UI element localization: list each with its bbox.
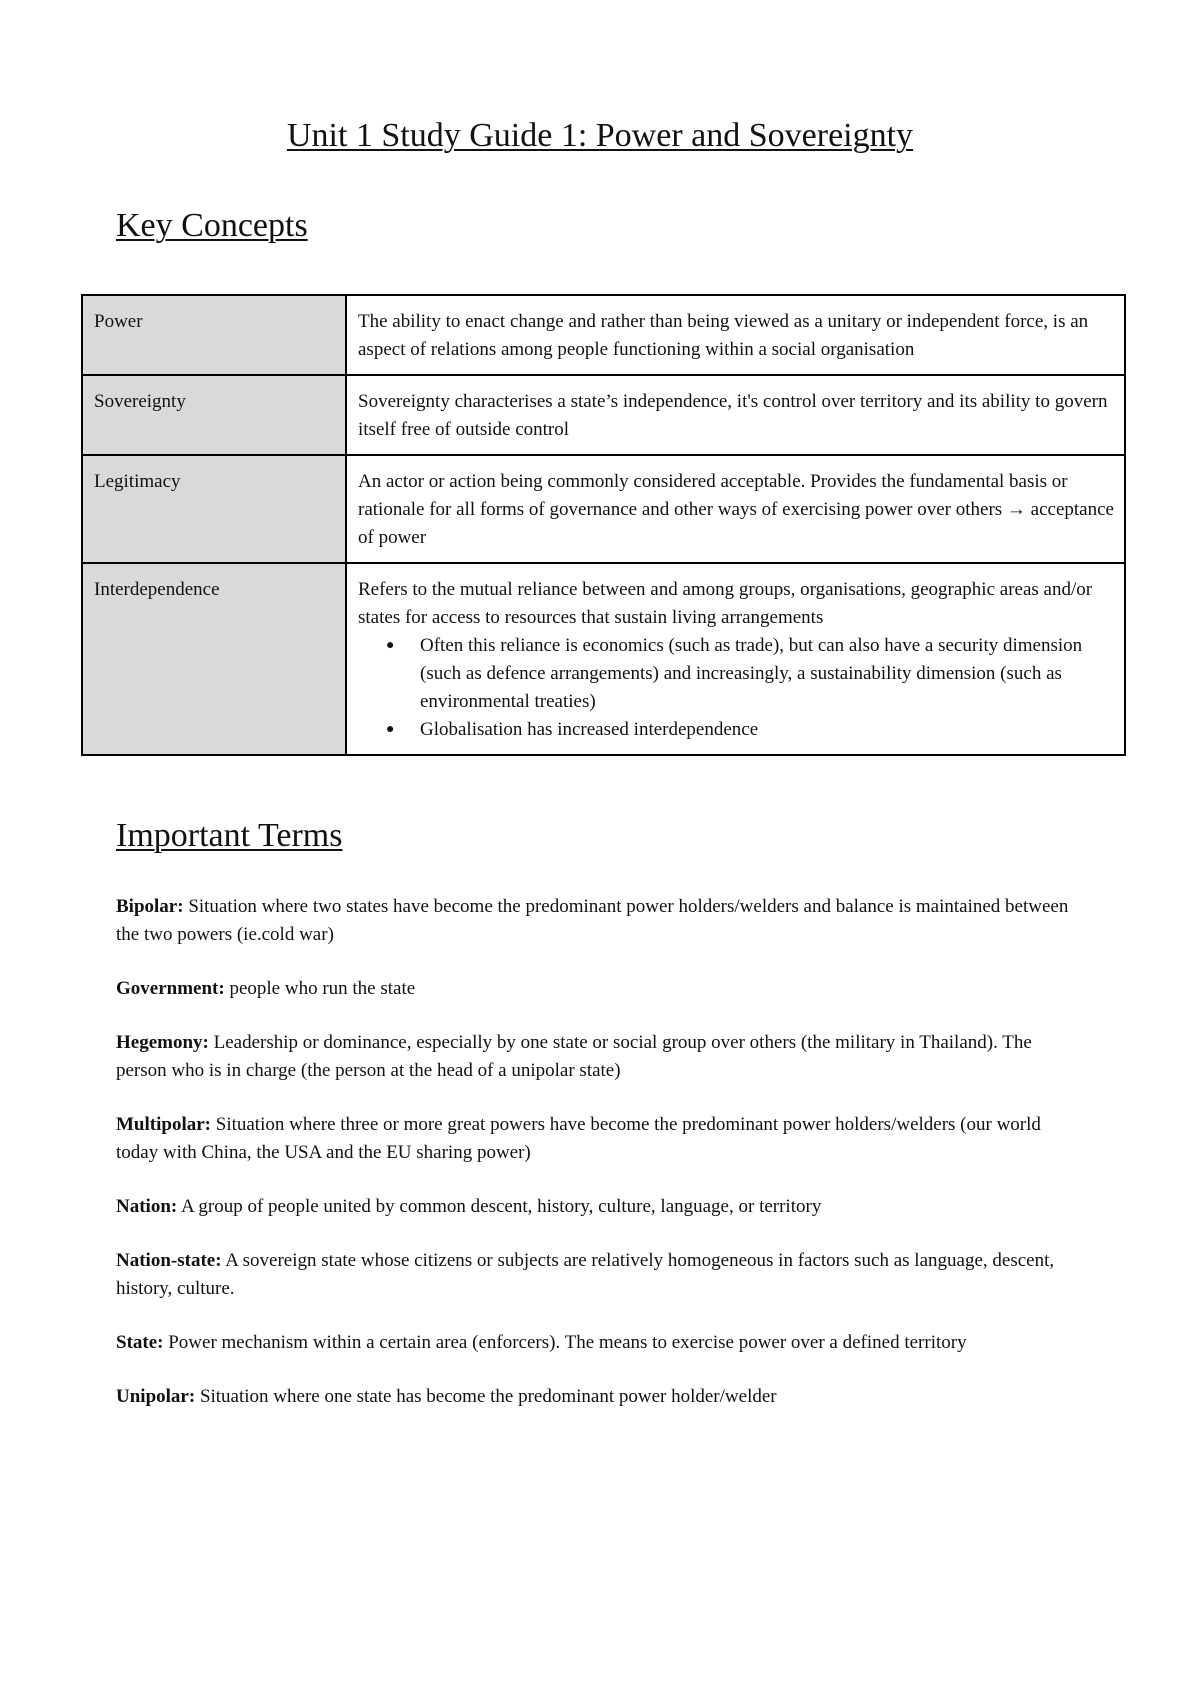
concept-term: Interdependence (82, 563, 346, 755)
concept-definition-cell (346, 563, 1125, 755)
list-item (116, 975, 1076, 1003)
list-item (116, 1329, 1076, 1357)
important-terms-list (116, 893, 1076, 1437)
term-label: Nation-state: (116, 1250, 222, 1271)
concept-term: Power (82, 295, 346, 375)
table-row (82, 563, 1125, 755)
bullet-icon: ● (386, 638, 395, 653)
list-item (386, 716, 1114, 744)
list-item (116, 1383, 1076, 1411)
document-title: Unit 1 Study Guide 1: Power and Sovereignty (286, 117, 914, 154)
term-label: Multipolar: (116, 1114, 211, 1135)
term-definition: people who run the state (229, 978, 416, 999)
key-concepts-table (81, 294, 1126, 756)
list-item (116, 1193, 1076, 1221)
term-definition: Power mechanism within a certain area (enforcers). The means to exercise power over a defined territory (168, 1332, 967, 1353)
bullet-text: Often this reliance is economics (such as trade), but can also have a security dimension (such as defence arrangements) and increasingly, a sustainability dimension (such as environmental treaties) (420, 635, 1083, 712)
concept-definition: The ability to enact change and rather than being viewed as a unitary or independent force, is an aspect of relations among people functioning within a social organisation (346, 295, 1125, 375)
term-label: Nation: (116, 1196, 178, 1217)
table-row (82, 375, 1125, 455)
definition-bullet-list (358, 632, 1114, 744)
concept-definition: Sovereignty characterises a state’s independence, it's control over territory and its ability to govern itself free of outside control (346, 375, 1125, 455)
term-definition: A group of people united by common descent, history, culture, language, or territory (180, 1196, 822, 1217)
list-item (116, 1029, 1076, 1085)
term-definition: Situation where one state has become the predominant power holder/welder (199, 1386, 777, 1407)
list-item (116, 1247, 1076, 1303)
term-label: Hegemony: (116, 1032, 209, 1053)
term-definition: Leadership or dominance, especially by one state or social group over others (the military in Thailand). The person who is in charge (the person at the head of a unipolar state) (116, 1032, 1032, 1081)
concept-definition: An actor or action being commonly considered acceptable. Provides the fundamental basis or rationale for all forms of governance and other ways of exercising power over others → acceptance of power (346, 455, 1125, 563)
concept-definition: Refers to the mutual reliance between and among groups, organisations, geographic areas and/or states for access to resources that sustain living arrangements (358, 579, 1093, 628)
term-label: Bipolar: (116, 896, 184, 917)
bullet-text: Globalisation has increased interdependence (420, 719, 759, 740)
concept-term: Legitimacy (82, 455, 346, 563)
key-concepts-heading: Key Concepts (116, 207, 308, 244)
term-label: State: (116, 1332, 164, 1353)
term-definition: A sovereign state whose citizens or subjects are relatively homogeneous in factors such as language, descent, history, culture. (116, 1250, 1055, 1299)
list-item (116, 1111, 1076, 1167)
important-terms-heading: Important Terms (116, 817, 343, 854)
term-definition: Situation where two states have become the predominant power holders/welders and balance is maintained between the two powers (ie.cold war) (116, 896, 1069, 945)
table-row (82, 295, 1125, 375)
list-item (116, 893, 1076, 949)
bullet-icon: ● (386, 722, 395, 737)
concept-term: Sovereignty (82, 375, 346, 455)
term-label: Government: (116, 978, 225, 999)
term-definition: Situation where three or more great powers have become the predominant power holders/welders (our world today with China, the USA and the EU sharing power) (116, 1114, 1041, 1163)
list-item (386, 632, 1114, 716)
table-row (82, 455, 1125, 563)
term-label: Unipolar: (116, 1386, 196, 1407)
